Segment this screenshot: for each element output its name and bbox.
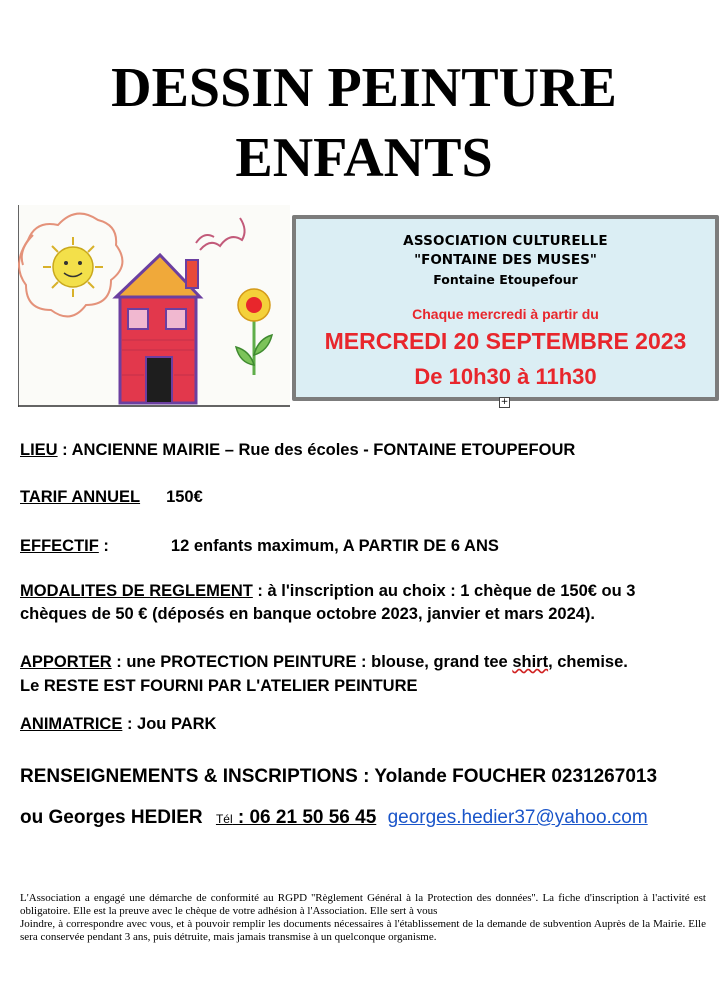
animatrice-text: : Jou PARK <box>122 715 217 733</box>
contact-name: ou Georges HEDIER <box>20 807 203 828</box>
event-info-box <box>292 215 719 401</box>
tel-label: Tél <box>215 812 233 826</box>
schedule-intro: Chaque mercredi à partir du <box>412 306 599 322</box>
start-date: MERCREDI 20 SEPTEMBRE 2023 <box>324 328 687 354</box>
lieu-line <box>20 441 575 460</box>
apporter-text-b: shirt <box>512 653 549 671</box>
effectif-label: EFFECTIF <box>20 537 99 555</box>
tarif-line <box>20 488 203 507</box>
animatrice-line <box>20 715 216 734</box>
child-drawing-image <box>18 205 290 407</box>
association-label: ASSOCIATION CULTURELLE <box>403 233 608 249</box>
tarif-value: 150€ <box>166 488 203 506</box>
contact-line-1: RENSEIGNEMENTS & INSCRIPTIONS : Yolande FOUCHER 0231267013 <box>20 766 658 787</box>
apporter-label: APPORTER <box>20 653 112 671</box>
lieu-label: LIEU <box>20 441 58 459</box>
effectif-line <box>20 537 499 556</box>
modalites-line-2: chèques de 50 € (déposés en banque octobre 2023, janvier et mars 2024). <box>20 605 595 623</box>
rgpd-footer <box>20 892 706 944</box>
phone-number: : 06 21 50 56 45 <box>232 807 377 828</box>
apporter-text-c: , chemise. <box>548 653 628 671</box>
apporter-text-a: : une PROTECTION PEINTURE : blouse, grand tee <box>111 653 513 671</box>
modalites-line-1 <box>20 582 635 601</box>
footer-paragraph-1: L'Association a engagé une démarche de conformité au RGPD ''Règlement Général à la Protection des données''. La fiche d'inscription à l'activité est obligatoire. Elle est la preuve avec le chèque de votre adhésion à l'Association. Elle sert à vous <box>20 892 706 917</box>
modalites-text-1: : à l'inscription au choix : 1 chèque de 150€ ou 3 <box>252 582 636 600</box>
effectif-sep: : <box>98 537 109 555</box>
lieu-text: : ANCIENNE MAIRIE – Rue des écoles - FONTAINE ETOUPEFOUR <box>57 441 576 459</box>
tarif-label: TARIF ANNUEL <box>20 488 141 506</box>
contact-line-2 <box>20 807 648 829</box>
association-name: "FONTAINE DES MUSES" <box>414 252 597 268</box>
hours: De 10h30 à 11h30 <box>414 364 597 389</box>
association-place: Fontaine Etoupefour <box>433 272 578 287</box>
title-line-1: DESSIN PEINTURE <box>111 57 617 119</box>
animatrice-label: ANIMATRICE <box>20 715 123 733</box>
footer-paragraph-2: Joindre, à correspondre avec vous, et à pouvoir remplir les documents nécessaires à l'établissement de la demande de subvention Auprès de la Mairie. Elle sera conservée pendant 3 ans, puis détruite, mais jamais transmise à un quelconque organisme. <box>20 918 706 943</box>
title-line-2: ENFANTS <box>235 127 493 189</box>
reste-line: Le RESTE EST FOURNI PAR L'ATELIER PEINTURE <box>20 677 418 695</box>
modalites-label: MODALITES DE REGLEMENT <box>20 582 253 600</box>
move-handle-icon[interactable]: + <box>500 397 509 407</box>
email-link[interactable]: georges.hedier37@yahoo.com <box>387 807 648 828</box>
effectif-value: 12 enfants maximum, A PARTIR DE 6 ANS <box>170 537 499 555</box>
apporter-line <box>20 653 628 672</box>
